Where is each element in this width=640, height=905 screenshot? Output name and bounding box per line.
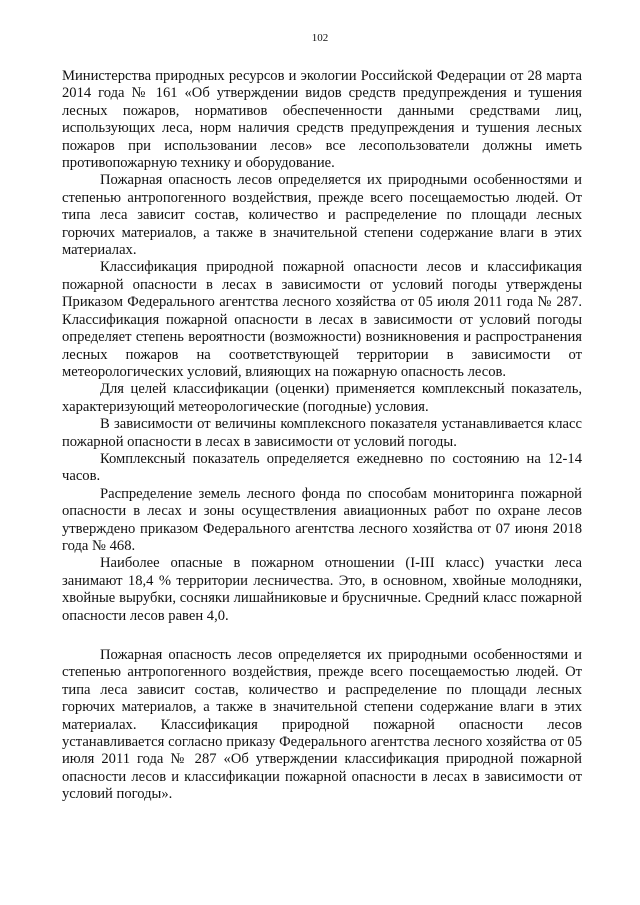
paragraph-gap: [62, 625, 582, 647]
paragraph-ministry-order: Министерства природных ресурсов и экологии Российской Федерации от 28 марта 2014 года № 161 «Об утверждении видов средств предупреждения и тушения лесных пожаров, нормативов обеспеченности данными средствами лиц, использующих леса, норм наличия средств предупреждения и тушения лесных пожаров при использовании лесов» все лесопользователи должны иметь противопожарную технику и оборудование.: [62, 68, 582, 172]
paragraph-dangerous-areas: Наиболее опасные в пожарном отношении (I-III класс) участки леса занимают 18,4 % территории лесничества. Это, в основном, хвойные молодняки, хвойные вырубки, сосняки лишайниковые и брусничные. Средний класс пожарной опасности лесов равен 4,0.: [62, 555, 582, 624]
paragraph-fire-danger-definition: Пожарная опасность лесов определяется их природными особенностями и степенью антропогенного воздействия, прежде всего посещаемостью людей. От типа леса зависит состав, количество и распределение по площади лесных горючих материалов, а также в значительной степени содержание влаги в этих материалах.: [62, 172, 582, 259]
paragraph-classification: Классификация природной пожарной опасности лесов и классификация пожарной опасности в лесах в зависимости от условий погоды утверждены Приказом Федерального агентства лесного хозяйства от 05 июля 2011 года № 287. Классификация пожарной опасности в лесах в зависимости от условий погоды определяет степень вероятности (возможности) возникновения и распространения лесных пожаров на соответствующей территории в зависимости от метеорологических условий, влияющих на пожарную опасность лесов.: [62, 259, 582, 380]
paragraph-fire-class-dependence: В зависимости от величины комплексного показателя устанавливается класс пожарной опасности в лесах в зависимости от условий погоды.: [62, 416, 582, 450]
paragraph-daily-measurement: Комплексный показатель определяется ежедневно по состоянию на 12-14 часов.: [62, 450, 582, 485]
paragraph-monitoring-zones: Распределение земель лесного фонда по способам мониторинга пожарной опасности в лесах и зоны осуществления авиационных работ по охране лесов утверждено приказом Федерального агентства лесного хозяйства от 07 июня 2018 года № 468.: [62, 485, 582, 554]
paragraph-fire-danger-classification-order: Пожарная опасность лесов определяется их природными особенностями и степенью антропогенного воздействия, прежде всего посещаемостью людей. От типа леса зависит состав, количество и распределение по площади лесных горючих материалов, а также в значительной степени содержание влаги в этих материалах. Классификация природной пожарной опасности лесов устанавливается согласно приказу Федерального агентства лесного хозяйства от 05 июля 2011 года № 287 «Об утверждении классификация природной пожарной опасности лесов и классификации пожарной опасности в лесах в зависимости от условий погоды».: [62, 647, 582, 803]
paragraph-complex-indicator: Для целей классификации (оценки) применяется комплексный показатель, характеризующий метеорологические (погодные) условия.: [62, 381, 582, 415]
document-body: [62, 68, 582, 804]
page-number: 102: [311, 32, 329, 44]
